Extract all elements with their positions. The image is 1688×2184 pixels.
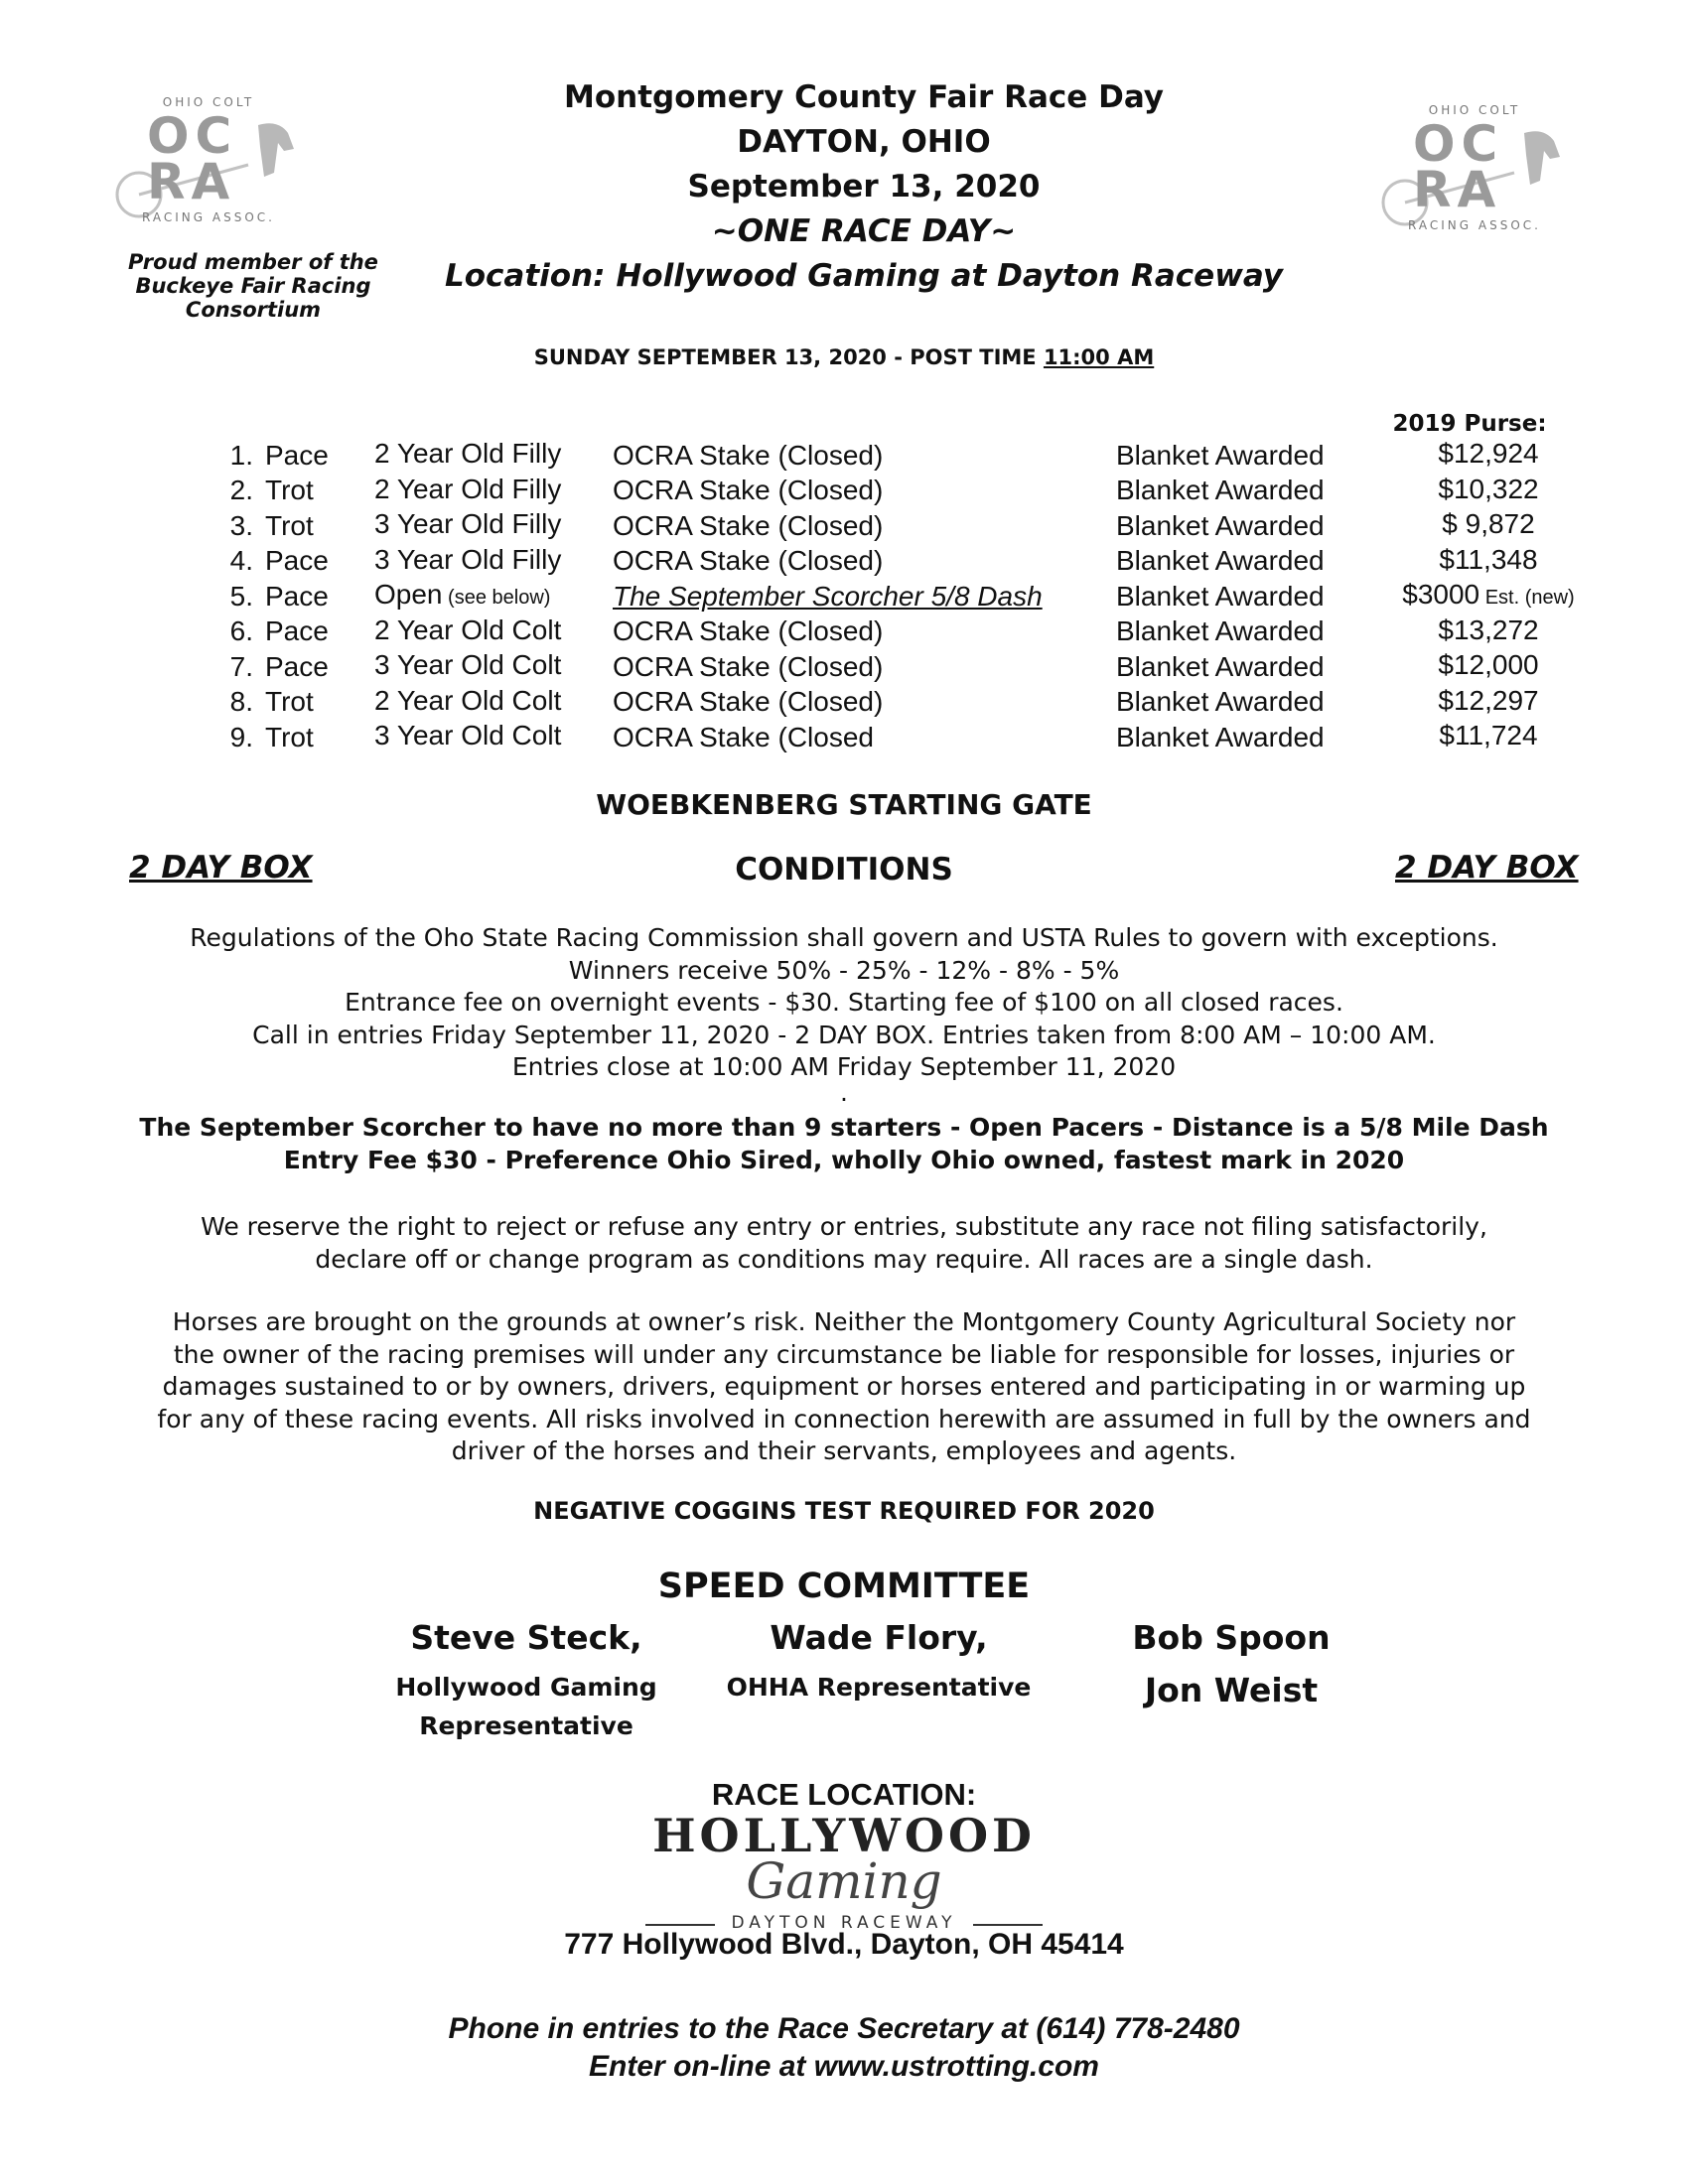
- race-purse: [1389, 579, 1588, 614]
- race-class-text: 2 Year Old Colt: [374, 614, 562, 645]
- race-class-text: 3 Year Old Colt: [374, 720, 562, 751]
- race-award: Blanket Awarded: [1116, 686, 1325, 717]
- race-class: [374, 438, 613, 474]
- post-time-value: 11:00 AM: [1043, 345, 1155, 369]
- race-row: [194, 508, 1588, 544]
- box-right: 2 DAY BOX: [1395, 850, 1579, 886]
- title-line2: DAYTON, OHIO: [737, 124, 991, 160]
- logo-hollywood-text: HOLLYWOOD: [652, 1809, 1036, 1862]
- conditions-heading: CONDITIONS: [735, 852, 953, 887]
- logo-divider: [973, 1924, 1043, 1926]
- condition-line: Entries close at 10:00 AM Friday September 11, 2020: [511, 1052, 1177, 1081]
- race-class: [374, 544, 613, 580]
- ocra-logo-right: [1375, 103, 1574, 232]
- race-gait: Trot: [265, 721, 314, 752]
- purse-header: 2019 Purse:: [1392, 411, 1547, 437]
- race-purse-value: $10,322: [1438, 473, 1539, 504]
- race-purse: [1389, 685, 1588, 721]
- box-left: 2 DAY BOX: [129, 850, 313, 886]
- race-type-text: OCRA Stake (Closed): [613, 475, 884, 505]
- race-type: [613, 685, 1116, 721]
- race-class: [374, 508, 613, 544]
- race-award: Blanket Awarded: [1116, 545, 1325, 576]
- title-line1: Montgomery County Fair Race Day: [563, 79, 1164, 115]
- race-class: [374, 649, 613, 685]
- committee-member-name: Bob Spoon: [1132, 1618, 1331, 1657]
- race-class-text: 2 Year Old Colt: [374, 684, 562, 716]
- race-row: [194, 579, 1588, 614]
- reserve-text: [99, 1211, 1589, 1276]
- liability-line: for any of these racing events. All risks involved in connection herewith are assumed in full by the owners and: [157, 1404, 1531, 1433]
- race-class-text: 3 Year Old Filly: [374, 543, 562, 575]
- race-type: [613, 720, 1116, 755]
- condition-line: Entrance fee on overnight events - $30. Starting fee of $100 on all closed races.: [345, 988, 1343, 1017]
- committee-member-name: Jon Weist: [1144, 1671, 1319, 1709]
- liability-text: [99, 1306, 1589, 1468]
- race-number: 3.: [229, 509, 253, 541]
- race-row: [194, 649, 1588, 685]
- race-row: [194, 438, 1588, 474]
- gate-heading: WOEBKENBERG STARTING GATE: [596, 788, 1092, 821]
- post-time: [0, 345, 1688, 369]
- race-address: 777 Hollywood Blvd., Dayton, OH 45414: [564, 1928, 1124, 1961]
- race-purse-value: $12,000: [1438, 649, 1539, 680]
- ocra-logo-left: [109, 95, 308, 224]
- hollywood-gaming-logo: [616, 1809, 1072, 1936]
- race-award: Blanket Awarded: [1116, 580, 1325, 612]
- title-line4: ~ONE RACE DAY~: [711, 213, 1017, 249]
- role-line: Representative: [419, 1711, 633, 1740]
- liability-line: Horses are brought on the grounds at owner’s risk. Neither the Montgomery County Agricultural Society nor: [172, 1307, 1516, 1336]
- race-type-text: OCRA Stake (Closed): [613, 439, 884, 471]
- race-purse: [1389, 544, 1588, 580]
- race-number: 9.: [229, 721, 253, 752]
- race-purse: [1389, 438, 1588, 474]
- conditions-text: [99, 922, 1589, 1107]
- race-purse-note: Est. (new): [1479, 587, 1575, 609]
- race-number: 8.: [229, 686, 253, 717]
- committee-member-name: Steve Steck,: [410, 1618, 642, 1657]
- race-row: [194, 544, 1588, 580]
- race-number: 6.: [229, 615, 253, 646]
- race-number: 2.: [229, 475, 253, 505]
- race-type: [613, 649, 1116, 685]
- race-purse-value: $12,297: [1438, 684, 1539, 716]
- race-award: Blanket Awarded: [1116, 721, 1325, 752]
- page-title: [417, 75, 1311, 299]
- race-type: [613, 508, 1116, 544]
- title-line5: Location: Hollywood Gaming at Dayton Raceway: [444, 258, 1284, 294]
- race-purse: [1389, 614, 1588, 650]
- reserve-line: We reserve the right to reject or refuse any entry or entries, substitute any race not filing satisfactorily,: [201, 1212, 1487, 1241]
- race-row: [194, 720, 1588, 755]
- logo-raceway-text: DAYTON RACEWAY: [731, 1913, 957, 1933]
- race-class-text: 3 Year Old Filly: [374, 508, 562, 539]
- race-class: [374, 685, 613, 721]
- race-purse-value: $13,272: [1438, 614, 1539, 645]
- race-type-text: OCRA Stake (Closed): [613, 686, 884, 717]
- race-class-text: 2 Year Old Filly: [374, 473, 562, 504]
- committee-member-role: OHHA Representative: [726, 1673, 1032, 1702]
- race-number: 5.: [229, 580, 253, 612]
- race-type-text: OCRA Stake (Closed: [613, 721, 874, 752]
- contact-info: [0, 2010, 1688, 2086]
- race-type: [613, 474, 1116, 509]
- race-gait: Trot: [265, 686, 314, 717]
- consortium-line2: Buckeye Fair Racing Consortium: [135, 274, 371, 322]
- race-gait: Trot: [265, 475, 314, 505]
- race-type-text: OCRA Stake (Closed): [613, 509, 884, 541]
- logo-top-text: OHIO COLT: [162, 95, 255, 109]
- race-class: [374, 579, 613, 614]
- race-award: Blanket Awarded: [1116, 439, 1325, 471]
- race-purse: [1389, 508, 1588, 544]
- scorcher-text: [99, 1112, 1589, 1176]
- coggins-notice: NEGATIVE COGGINS TEST REQUIRED FOR 2020: [533, 1497, 1155, 1525]
- race-class-text: Open: [374, 579, 443, 610]
- race-gait: Pace: [265, 615, 329, 646]
- race-purse: [1389, 720, 1588, 755]
- liability-line: damages sustained to or by owners, drivers, equipment or horses entered and participating in or warming up: [162, 1372, 1526, 1401]
- race-class-text: 3 Year Old Colt: [374, 649, 562, 680]
- race-class: [374, 614, 613, 650]
- liability-line: driver of the horses and their servants, employees and agents.: [451, 1436, 1237, 1465]
- race-gait: Pace: [265, 650, 329, 682]
- race-award: Blanket Awarded: [1116, 509, 1325, 541]
- race-type-text: OCRA Stake (Closed): [613, 650, 884, 682]
- race-type-text: The September Scorcher 5/8 Dash: [613, 580, 1043, 612]
- race-row: [194, 685, 1588, 721]
- committee-member-name: Wade Flory,: [770, 1618, 988, 1657]
- race-type: [613, 579, 1116, 614]
- logo-mark: OC RA: [1413, 115, 1504, 218]
- race-class-text: 2 Year Old Filly: [374, 438, 562, 469]
- race-number: 1.: [229, 439, 253, 471]
- race-type: [613, 438, 1116, 474]
- race-number: 7.: [229, 650, 253, 682]
- online-line: Enter on-line at www.ustrotting.com: [589, 2050, 1099, 2083]
- role-line: Hollywood Gaming: [395, 1673, 657, 1702]
- scorcher-line: Entry Fee $30 - Preference Ohio Sired, wholly Ohio owned, fastest mark in 2020: [283, 1145, 1405, 1174]
- race-location-label: RACE LOCATION:: [711, 1777, 977, 1812]
- reserve-line: declare off or change program as conditions may require. All races are a single dash.: [315, 1244, 1373, 1274]
- condition-dot: .: [840, 1077, 848, 1107]
- condition-line: Winners receive 50% - 25% - 12% - 8% - 5%: [568, 955, 1120, 985]
- speed-committee-heading: SPEED COMMITTEE: [657, 1567, 1031, 1606]
- race-purse-value: $11,348: [1439, 543, 1538, 575]
- logo-mark: OC RA: [147, 107, 238, 210]
- race-purse-value: $3000: [1402, 579, 1480, 610]
- logo-bottom-text: RACING ASSOC.: [1408, 218, 1541, 232]
- race-purse-value: $ 9,872: [1442, 508, 1535, 539]
- race-type: [613, 614, 1116, 650]
- race-purse-value: $12,924: [1438, 438, 1539, 469]
- race-type-text: OCRA Stake (Closed): [613, 615, 884, 646]
- race-purse: [1389, 474, 1588, 509]
- race-class-note: (see below): [442, 587, 551, 609]
- race-row: [194, 474, 1588, 509]
- condition-line: Call in entries Friday September 11, 2020 - 2 DAY BOX. Entries taken from 8:00 AM – 10:00 AM.: [252, 1020, 1436, 1049]
- phone-line: Phone in entries to the Race Secretary at (614) 778-2480: [448, 2012, 1240, 2045]
- race-gait: Pace: [265, 545, 329, 576]
- race-gait: Pace: [265, 580, 329, 612]
- race-type-text: OCRA Stake (Closed): [613, 545, 884, 576]
- race-award: Blanket Awarded: [1116, 650, 1325, 682]
- title-line3: September 13, 2020: [687, 169, 1041, 205]
- race-number: 4.: [229, 545, 253, 576]
- condition-line: Regulations of the Oho State Racing Commission shall govern and USTA Rules to govern with exceptions.: [190, 923, 1498, 952]
- post-time-prefix: SUNDAY SEPTEMBER 13, 2020 - POST TIME: [533, 345, 1044, 369]
- race-award: Blanket Awarded: [1116, 615, 1325, 646]
- race-purse-value: $11,724: [1439, 720, 1538, 751]
- consortium-text: [79, 250, 427, 322]
- logo-gaming-text: Gaming: [746, 1852, 942, 1910]
- race-gait: Pace: [265, 439, 329, 471]
- race-class: [374, 474, 613, 509]
- committee-member-role: [377, 1668, 675, 1745]
- liability-line: the owner of the racing premises will under any circumstance be liable for responsible for losses, injuries or: [173, 1339, 1515, 1369]
- logo-top-text: OHIO COLT: [1428, 103, 1521, 117]
- race-award: Blanket Awarded: [1116, 475, 1325, 505]
- race-type: [613, 544, 1116, 580]
- race-gait: Trot: [265, 509, 314, 541]
- race-class: [374, 720, 613, 755]
- scorcher-line: The September Scorcher to have no more than 9 starters - Open Pacers - Distance is a 5/8 Mile Dash: [139, 1113, 1549, 1142]
- race-row: [194, 614, 1588, 650]
- logo-bottom-text: RACING ASSOC.: [142, 210, 275, 224]
- race-purse: [1389, 649, 1588, 685]
- consortium-line1: Proud member of the: [128, 250, 378, 274]
- race-table: [194, 438, 1588, 755]
